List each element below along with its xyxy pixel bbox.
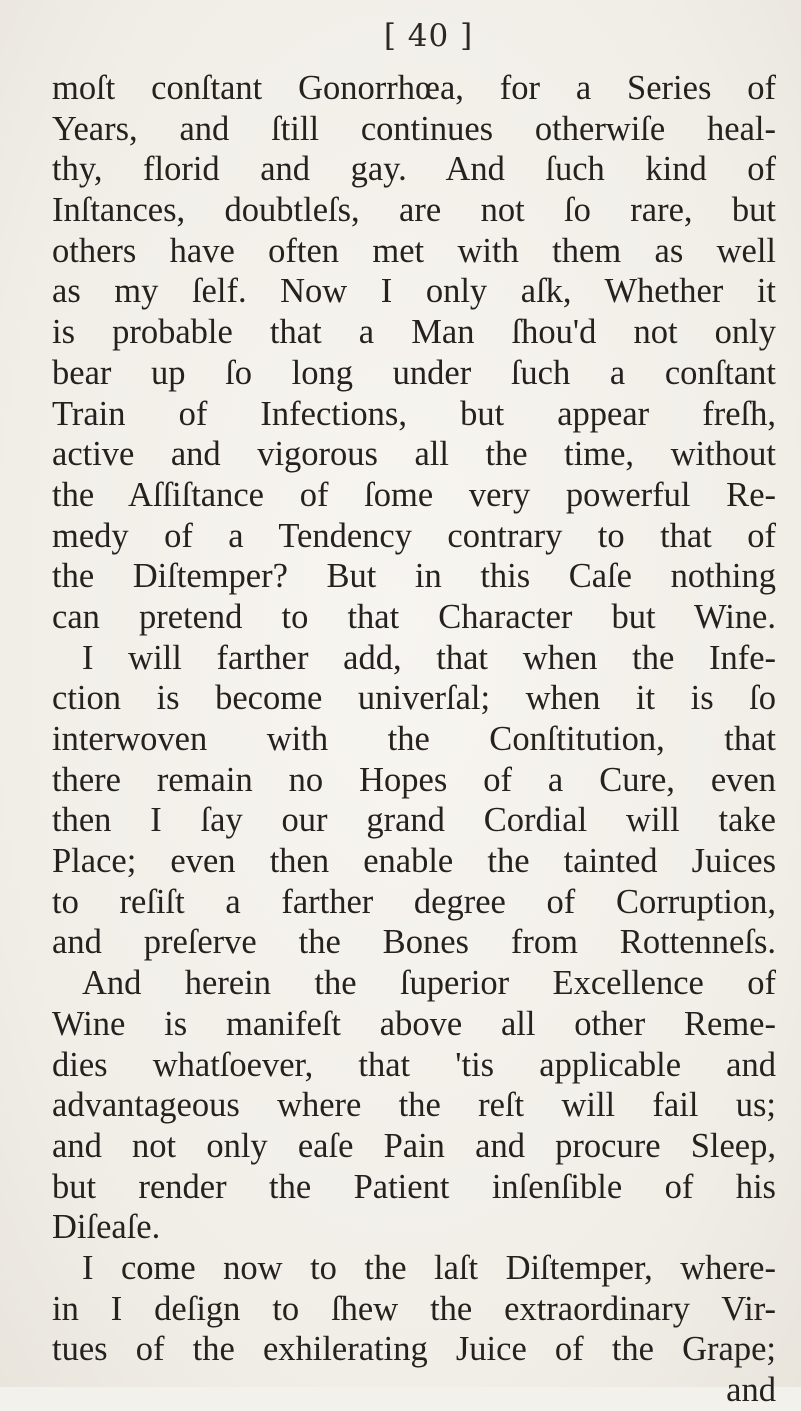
text-line: advantageous where the reſt will fail us;	[52, 1086, 776, 1125]
text-line: Place; even then enable the tainted Juices	[52, 842, 776, 881]
text-line: Train of Infections, but appear freſh,	[52, 394, 776, 433]
text-line: interwoven with the Conſtitution, that	[52, 720, 776, 758]
text-line: there remain no Hopes of a Cure, even	[52, 760, 776, 799]
text-line: to reſiſt a farther degree of Corruption,	[52, 882, 776, 921]
text-line: the Diſtemper? But in this Caſe nothing	[52, 557, 776, 596]
body-text	[52, 68, 776, 1411]
text-line: active and vigorous all the time, without	[52, 435, 776, 474]
text-line: others have often met with them as well	[52, 231, 776, 270]
text-line: thy, florid and gay. And ſuch kind of	[52, 150, 776, 189]
text-line: Years, and ſtill continues otherwiſe heal-	[52, 109, 776, 148]
text-line: then I ſay our grand Cordial will take	[52, 801, 776, 840]
text-line: and not only eaſe Pain and procure Sleep,	[52, 1126, 776, 1165]
text-line: Diſeaſe.	[52, 1208, 161, 1247]
text-line: but render the Patient inſenſible of his	[52, 1167, 776, 1206]
text-line: in I deſign to ſhew the extraordinary Vir-	[52, 1289, 776, 1328]
text-line: Inſtances, doubtleſs, are not ſo rare, but	[52, 191, 776, 230]
text-line: medy of a Tendency contrary to that of	[52, 516, 776, 555]
text-line: dies whatſoever, that 'tis applicable and	[52, 1045, 776, 1084]
text-line: I come now to the laſt Diſtemper, where-	[82, 1248, 776, 1287]
text-line: I will farther add, that when the Infe-	[82, 638, 776, 677]
text-line: as my ſelf. Now I only aſk, Whether it	[52, 272, 776, 311]
text-line: Wine is manifeſt above all other Reme-	[52, 1004, 776, 1043]
text-line: tues of the exhilerating Juice of the Grape;	[52, 1330, 776, 1369]
text-line: and preſerve the Bones from Rottenneſs.	[52, 923, 776, 962]
text-line: the Aſſiſtance of ſome very powerful Re-	[52, 475, 776, 514]
page-number: [ 40 ]	[383, 18, 474, 54]
catchword: and	[726, 1371, 776, 1409]
text-line: And herein the ſuperior Excellence of	[82, 964, 776, 1003]
text-line: can pretend to that Character but Wine.	[52, 597, 776, 636]
text-line: moſt conſtant Gonorrhœa, for a Series of	[52, 69, 776, 107]
text-line: bear up ſo long under ſuch a conſtant	[52, 353, 776, 392]
text-line: is probable that a Man ſhou'd not only	[52, 313, 776, 352]
text-line: ction is become univerſal; when it is ſo	[52, 679, 776, 718]
